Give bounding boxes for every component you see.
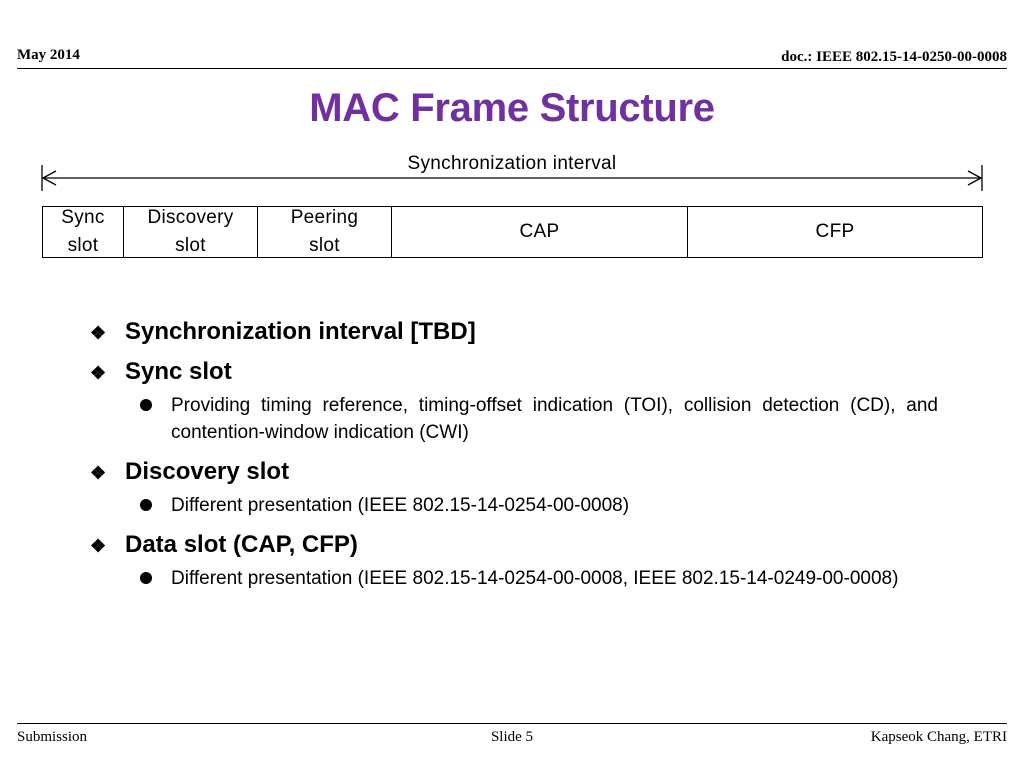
bullet-text: Discovery slot <box>125 458 290 485</box>
header-date: May 2014 <box>17 47 80 63</box>
footer-author: Kapseok Chang, ETRI <box>870 729 1007 745</box>
sub-bullet-text: Different presentation (IEEE 802.15-14-0254-00-0008, IEEE 802.15-14-0249-00-0008) <box>171 568 899 589</box>
cell-label: CAP <box>519 221 560 242</box>
footer-submission: Submission <box>17 729 88 745</box>
diamond-bullet-icon: ❖ <box>90 463 107 483</box>
bullet-item <box>90 358 938 386</box>
footer-rule <box>17 723 1007 724</box>
header-rule <box>17 68 1007 69</box>
footer-slide-number: Slide 5 <box>490 729 534 745</box>
frame-cell-peering-slot <box>258 207 392 257</box>
frame-cell-cfp <box>688 207 982 257</box>
bullet-item <box>90 458 938 486</box>
cell-label: slot <box>309 235 340 256</box>
header-doc-id: doc.: IEEE 802.15-14-0250-00-0008 <box>781 49 1007 65</box>
sub-bullet-text: Providing timing reference, timing-offset indication (TOI), collision detection (CD), and contention-window indication (CWI) <box>171 395 938 443</box>
interval-arrow <box>40 165 986 191</box>
cell-label: slot <box>67 235 99 256</box>
sub-bullet-item <box>140 392 938 446</box>
frame-cell-sync-slot <box>43 207 124 257</box>
cell-label: slot <box>175 235 206 256</box>
bullet-item <box>90 318 938 346</box>
bullet-list <box>90 318 938 592</box>
cell-label: Sync <box>61 207 105 228</box>
bullet-text: Synchronization interval [TBD] <box>125 318 476 345</box>
frame-cell-discovery-slot <box>124 207 258 257</box>
cell-label: Peering <box>290 207 359 228</box>
sub-bullet-item <box>140 565 938 592</box>
diamond-bullet-icon: ❖ <box>90 536 107 556</box>
cell-label: Discovery <box>147 207 234 228</box>
frame-structure <box>42 206 983 258</box>
dot-bullet-icon <box>140 499 152 511</box>
dot-bullet-icon <box>140 572 152 584</box>
bullet-text: Data slot (CAP, CFP) <box>125 531 358 558</box>
slide-title: MAC Frame Structure <box>309 86 715 130</box>
diamond-bullet-icon: ❖ <box>90 323 107 343</box>
bullet-text: Sync slot <box>125 358 232 385</box>
sub-bullet-text: Different presentation (IEEE 802.15-14-0254-00-0008) <box>171 495 630 516</box>
sub-bullet-item <box>140 492 938 519</box>
interval-label: Synchronization interval <box>407 153 617 174</box>
bullet-item <box>90 531 938 559</box>
dot-bullet-icon <box>140 399 152 411</box>
frame-cell-cap <box>392 207 688 257</box>
diamond-bullet-icon: ❖ <box>90 363 107 383</box>
cell-label: CFP <box>815 221 855 242</box>
